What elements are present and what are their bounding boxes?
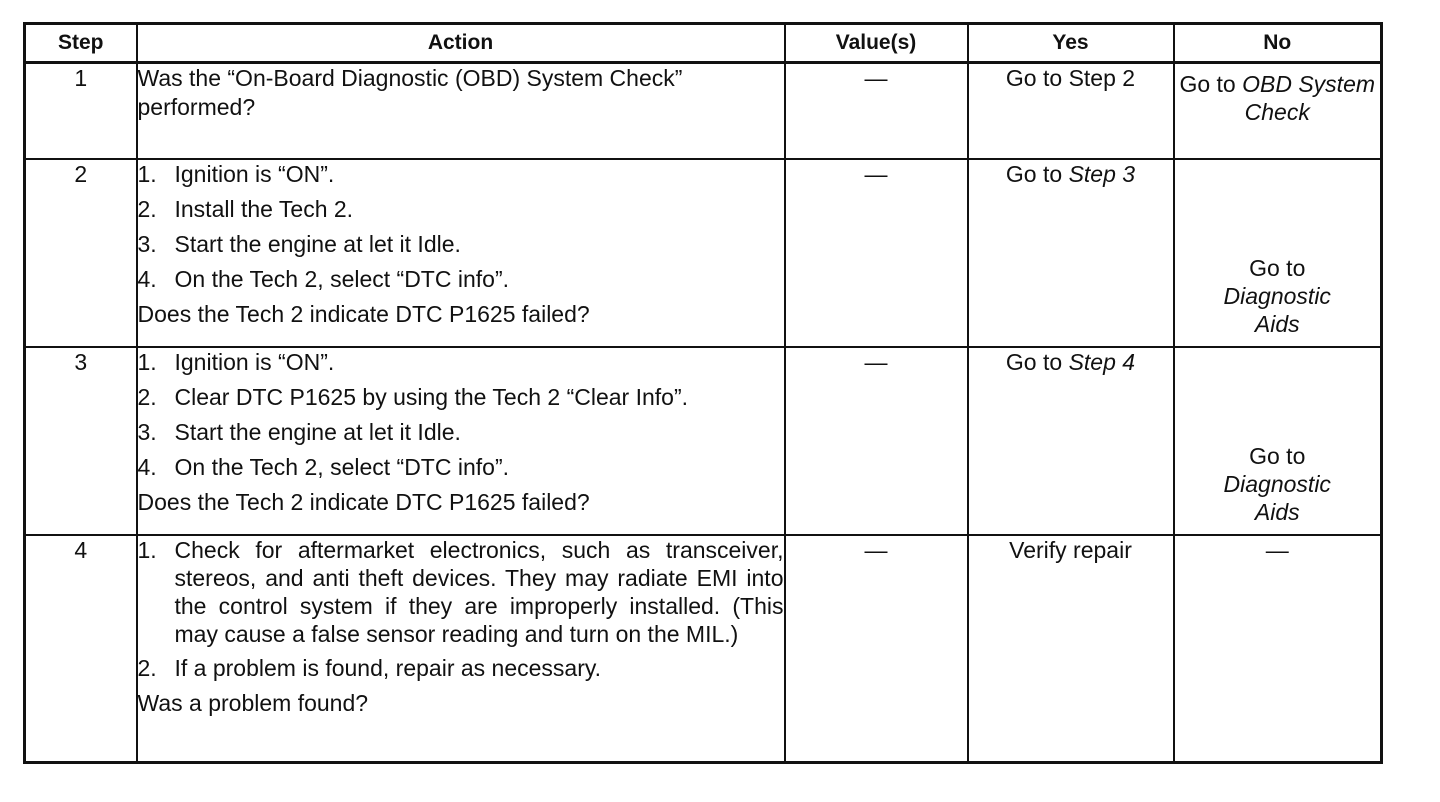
no-cell (1174, 63, 1382, 159)
table-row (25, 159, 1382, 347)
yes-link: Step 3 (1068, 160, 1136, 187)
step-number: 1 (25, 63, 137, 159)
action-question: Was a problem found? (137, 689, 369, 716)
action-list (138, 536, 784, 683)
action-list (138, 348, 784, 482)
no-cell (1174, 347, 1382, 535)
header-row (25, 24, 1382, 63)
step-number: 4 (25, 535, 137, 763)
action-cell (137, 347, 785, 535)
list-item: 4. On the Tech 2, select “DTC info”. (137, 265, 509, 292)
header-action: Action (137, 24, 785, 63)
list-item: 1. Ignition is “ON”. (137, 348, 335, 375)
action-question: Does the Tech 2 indicate DTC P1625 failed? (137, 488, 590, 515)
no-prefix: Go to (1249, 254, 1306, 281)
header-values: Value(s) (785, 24, 968, 63)
value-cell: — (785, 535, 968, 763)
value-cell: — (785, 159, 968, 347)
header-yes: Yes (968, 24, 1174, 63)
diagnostic-table (23, 22, 1383, 764)
action-cell (137, 159, 785, 347)
action-question: Was the “On-Board Diagnostic (OBD) System Check” performed? (137, 65, 683, 120)
header-step: Step (25, 24, 137, 63)
no-prefix: Go to (1179, 71, 1236, 97)
list-item: 2. If a problem is found, repair as necessary. (137, 654, 602, 681)
value-cell: — (785, 63, 968, 159)
list-item: 2. Install the Tech 2. (137, 195, 354, 222)
list-item: 3. Start the engine at let it Idle. (137, 230, 461, 257)
yes-link: Step 4 (1068, 348, 1136, 375)
list-item: 1. Check for aftermarket electronics, such as transceiver, stereos, and anti theft devices. They may radiate EMI into the control system if they are improperly installed. (This may cause a false sensor reading and turn on the MIL.) (137, 536, 784, 647)
yes-cell: Verify repair (968, 535, 1174, 763)
no-prefix: Go to (1249, 442, 1306, 469)
yes-prefix: Go to (1005, 160, 1063, 187)
table-row (25, 535, 1382, 763)
no-link: Diagnostic Aids (1223, 470, 1331, 525)
action-question: Does the Tech 2 indicate DTC P1625 failed? (137, 300, 590, 327)
action-cell (137, 535, 785, 763)
list-item: 2. Clear DTC P1625 by using the Tech 2 “Clear Info”. (137, 383, 688, 410)
table-row (25, 63, 1382, 159)
value-cell: — (785, 347, 968, 535)
header-no: No (1174, 24, 1382, 63)
yes-prefix: Go to (1005, 348, 1063, 375)
action-cell (137, 63, 785, 159)
step-number: 2 (25, 159, 137, 347)
list-item: 4. On the Tech 2, select “DTC info”. (137, 453, 509, 480)
no-cell (1174, 159, 1382, 347)
table-row (25, 347, 1382, 535)
step-number: 3 (25, 347, 137, 535)
list-item: 1. Ignition is “ON”. (137, 160, 335, 187)
no-cell: — (1174, 535, 1382, 763)
yes-cell (968, 347, 1174, 535)
yes-cell: Go to Step 2 (968, 63, 1174, 159)
no-link: Diagnostic Aids (1223, 282, 1331, 337)
action-list (138, 160, 784, 294)
yes-cell (968, 159, 1174, 347)
no-link: OBD System Check (1242, 71, 1376, 125)
list-item: 3. Start the engine at let it Idle. (137, 418, 461, 445)
